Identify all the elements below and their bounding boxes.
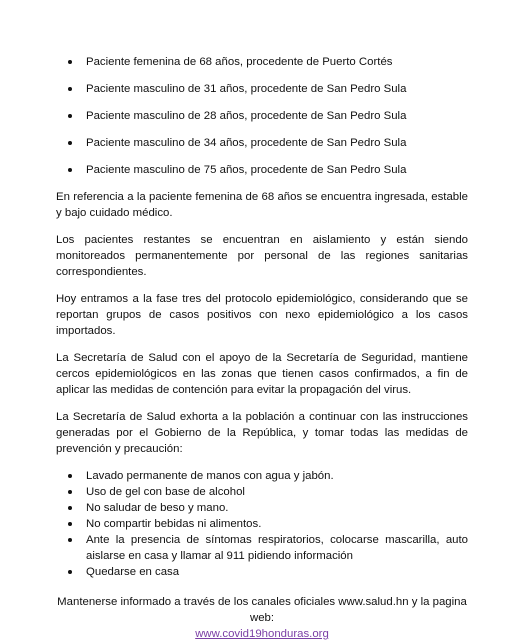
patient-list <box>56 54 468 178</box>
website-link[interactable]: www.covid19honduras.org <box>195 628 329 640</box>
prevention-list <box>56 468 468 580</box>
list-item: No compartir bebidas ni alimentos. <box>56 516 468 532</box>
paragraph-phase-three: Hoy entramos a la fase tres del protocolo epidemiológico, considerando que se reportan grupos de casos positivos con nexo epidemiológico a los casos importados. <box>56 293 468 337</box>
list-item: No saludar de beso y mano. <box>56 500 468 516</box>
list-item: Ante la presencia de síntomas respiratorios, colocarse mascarilla, auto aislarse en casa y llamar al 911 pidiendo información <box>56 532 468 564</box>
paragraph-isolation: Los pacientes restantes se encuentran en aislamiento y están siendo monitoreados permanentemente por personal de las regiones sanitarias correspondientes. <box>56 234 468 278</box>
footer <box>56 594 468 642</box>
list-item: Paciente masculino de 28 años, procedente de San Pedro Sula <box>56 108 468 124</box>
paragraph-patient-status: En referencia a la paciente femenina de 68 años se encuentra ingresada, estable y bajo cuidado médico. <box>56 191 468 219</box>
list-item: Uso de gel con base de alcohol <box>56 484 468 500</box>
list-item: Lavado permanente de manos con agua y jabón. <box>56 468 468 484</box>
paragraph-exhortation: La Secretaría de Salud exhorta a la población a continuar con las instrucciones generadas por el Gobierno de la República, y tomar todas las medidas de prevención y precaución: <box>56 411 468 455</box>
list-item: Paciente masculino de 34 años, procedente de San Pedro Sula <box>56 135 468 151</box>
paragraph-security-support: La Secretaría de Salud con el apoyo de la Secretaría de Seguridad, mantiene cercos epidemiológicos en las zonas que tienen casos confirmados, a fin de aplicar las medidas de contención para evitar la propagación del virus. <box>56 352 468 396</box>
list-item: Paciente femenina de 68 años, procedente de Puerto Cortés <box>56 54 468 70</box>
list-item: Quedarse en casa <box>56 564 468 580</box>
list-item: Paciente masculino de 75 años, procedente de San Pedro Sula <box>56 162 468 178</box>
footer-text: Mantenerse informado a través de los canales oficiales www.salud.hn y la pagina web: <box>57 596 467 624</box>
list-item: Paciente masculino de 31 años, procedente de San Pedro Sula <box>56 81 468 97</box>
